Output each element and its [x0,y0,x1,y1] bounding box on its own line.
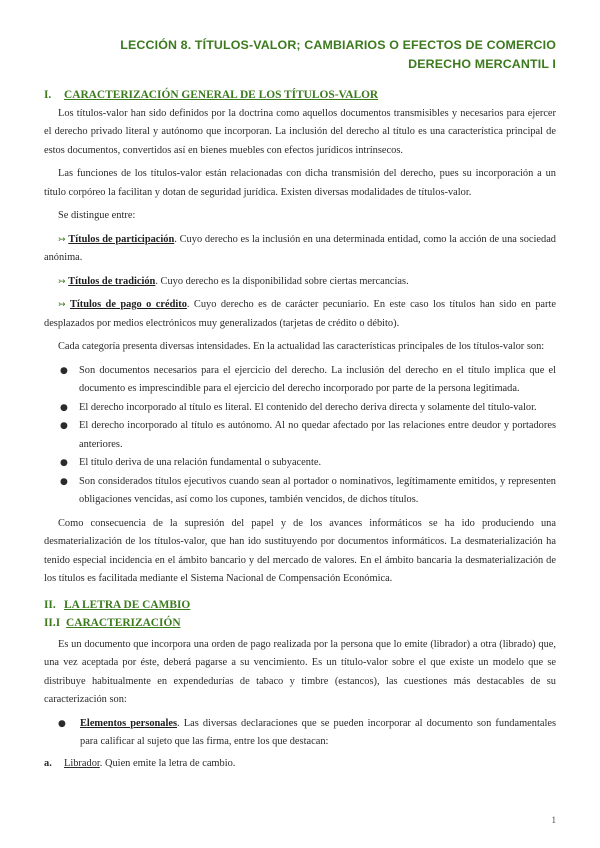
bullet-icon: ● [60,421,68,431]
list-item: ● Son considerados títulos ejecutivos cuando sean al portador o nominativos, legítimamente emitidos, y representen obligaciones vencidas, así como los cupones, también vencidos, de dichos títulos. [44,473,556,510]
list-item [44,715,556,752]
subsection-number: II.I [44,617,61,629]
page-number: 1 [551,815,556,825]
term: Librador [64,757,100,769]
list-item [44,273,556,292]
term: Títulos de participación [68,233,175,245]
document-header [120,36,556,74]
paragraph: Las funciones de los títulos-valor están relacionadas con dicha transmisión del derecho, pues su incorporación a un título corpóreo la facilitan y dotan de seguridad jurídica. Existen diversas modalidades de títulos-valor. [44,168,556,198]
subsection-title: CARACTERIZACIÓN [66,617,181,629]
bullet-icon: ● [60,458,68,468]
term: Títulos de pago o crédito [69,299,187,310]
term-description: . Cuyo derecho es de carácter pecuniario. En este caso los títulos han sido en parte desplazados por medios electrónicos muy generalizados (tarjetas de crédito o débito). [44,299,556,329]
subsection-heading [44,614,556,633]
bullet-list [44,362,556,510]
section-number: I. [44,89,52,101]
list-item: ● Son documentos necesarios para el ejercicio del derecho. La inclusión del derecho en el título implica que el documento es imprescindible para el ejercicio del derecho incorporado por parte de la persona legitimada. [44,362,556,399]
section-heading-2 [44,596,556,615]
list-item [44,296,556,333]
document-body [44,86,556,773]
paragraph: Los títulos-valor han sido definidos por la doctrina como aquellos documentos transmisibles y necesarios para ejercer el derecho privado literal y autónomo que incorporan. La inclusión del derecho al título es una característica principal de estos documentos, convertidos así en bienes muebles con efectos jurídicos intrínsecos. [44,107,556,156]
term-description: . Cuyo derecho es la inclusión en una determinada entidad, como la acción de una sociedad anónima. [44,233,556,263]
list-item: ● El derecho incorporado al título es literal. El contenido del derecho deriva directa y solamente del título-valor. [44,399,556,418]
paragraph: Cada categoría presenta diversas intensidades. En la actualidad las características principales de los títulos-valor son: [58,341,545,352]
paragraph: Como consecuencia de la supresión del papel y de los avances informáticos se ha ido produciendo una desmaterialización de los títulos-valor, que han ido sustituyendo por documentos informáticos. La desmaterialización ha tenido especial incidencia en el ámbito bancario y del mercado de valores. En el ámbito bancaria la desmaterialización de los títulos es facilitada mediante el Sistema Nacional de Compensación Económica. [44,517,556,584]
term: Elementos personales [80,717,178,729]
bullet-icon: ● [58,718,66,729]
paragraph: Se distingue entre: [58,210,136,221]
section-title: LA LETRA DE CAMBIO [64,598,191,611]
bullet-icon: ● [60,365,68,376]
list-item: ● El título deriva de una relación fundamental o subyacente. [44,454,556,473]
arrow-icon: ↣ [58,300,66,310]
section-number: II. [44,598,56,611]
paragraph: Es un documento que incorpora una orden de pago realizada por la persona que lo emite (librador) a otra (librado) que, una vez aceptada por éste, deberá pagarse a su vencimiento. Es un título-valor sobre el que existe un modelo que se distribuye habitualmente en expendedurías de tabaco y timbre (estancos), las cuestiones más destacables de su caracterización son: [44,638,556,705]
lesson-title: LECCIÓN 8. TÍTULOS-VALOR; CAMBIARIOS O EFECTOS DE COMERCIO [120,38,556,52]
course-title: DERECHO MERCANTIL I [408,57,556,71]
list-item [44,231,556,268]
section-title: CARACTERIZACIÓN GENERAL DE LOS TÍTULOS-VALOR [64,89,379,101]
item-letter: a. [44,757,52,769]
term: Títulos de tradición [68,275,156,287]
bullet-icon: ● [60,476,68,487]
arrow-icon: ↣ [58,276,66,287]
list-item: ● El derecho incorporado al título es autónomo. Al no quedar afectado por las relaciones entre deudor y portadores anteriores. [44,417,556,454]
list-item [44,755,556,774]
section-heading-1 [44,86,556,105]
arrow-icon: ↣ [58,234,66,245]
term-description: . Cuyo derecho es la disponibilidad sobre ciertas mercancías. [155,275,409,287]
term-description: . Quien emite la letra de cambio. [99,757,236,769]
term-description: . Las diversas declaraciones que se pueden incorporar al documento son fundamentales para calificar al sujeto que las firma, entre los que destacan: [80,717,557,747]
bullet-icon: ● [60,402,68,413]
